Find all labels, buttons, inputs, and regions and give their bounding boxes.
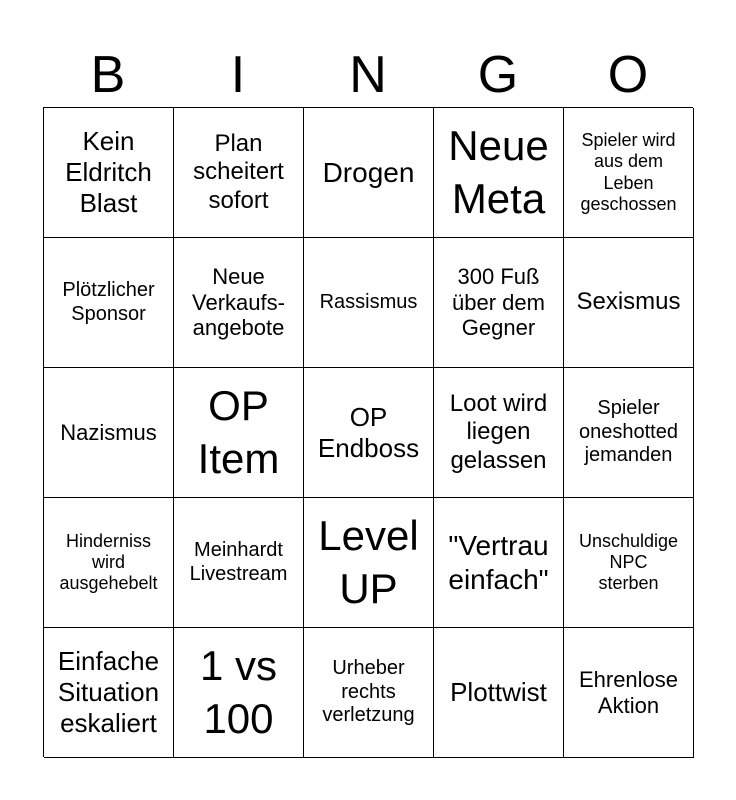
bingo-cell[interactable]: Kein Eldritch Blast (44, 108, 174, 238)
bingo-cell[interactable]: Loot wird liegen gelassen (434, 368, 564, 498)
header-letter-o: O (607, 46, 649, 104)
bingo-header (43, 42, 693, 108)
bingo-cell[interactable]: Plottwist (434, 628, 564, 758)
header-letter-i: I (230, 46, 246, 104)
bingo-cell[interactable]: Spieler wird aus dem Leben geschossen (564, 108, 694, 238)
bingo-cell[interactable]: OP Endboss (304, 368, 434, 498)
bingo-cell[interactable]: Ehrenlose Aktion (564, 628, 694, 758)
bingo-cell[interactable]: OP Item (174, 368, 304, 498)
header-letter-b: B (90, 46, 126, 104)
bingo-cell[interactable]: Urheber rechts verletzung (304, 628, 434, 758)
bingo-cell[interactable]: Drogen (304, 108, 434, 238)
bingo-cell[interactable]: Spieler oneshotted jemanden (564, 368, 694, 498)
bingo-cell[interactable]: Rassismus (304, 238, 434, 368)
bingo-cell[interactable]: Hinderniss wird ausgehebelt (44, 498, 174, 628)
bingo-cell[interactable]: Neue Verkaufs- angebote (174, 238, 304, 368)
bingo-cell[interactable]: "Vertrau einfach" (434, 498, 564, 628)
bingo-cell[interactable]: Meinhardt Livestream (174, 498, 304, 628)
bingo-cell[interactable]: 1 vs 100 (174, 628, 304, 758)
bingo-cell[interactable]: Einfache Situation eskaliert (44, 628, 174, 758)
header-letter-g: G (477, 46, 519, 104)
bingo-cell[interactable]: Plötzlicher Sponsor (44, 238, 174, 368)
bingo-cell[interactable]: Unschuldige NPC sterben (564, 498, 694, 628)
bingo-cell[interactable]: Neue Meta (434, 108, 564, 238)
bingo-cell[interactable]: Plan scheitert sofort (174, 108, 304, 238)
bingo-cell[interactable]: Sexismus (564, 238, 694, 368)
bingo-grid (43, 107, 693, 757)
bingo-cell[interactable]: Nazismus (44, 368, 174, 498)
bingo-cell[interactable]: Level UP (304, 498, 434, 628)
bingo-cell[interactable]: 300 Fuß über dem Gegner (434, 238, 564, 368)
header-letter-n: N (349, 46, 387, 104)
